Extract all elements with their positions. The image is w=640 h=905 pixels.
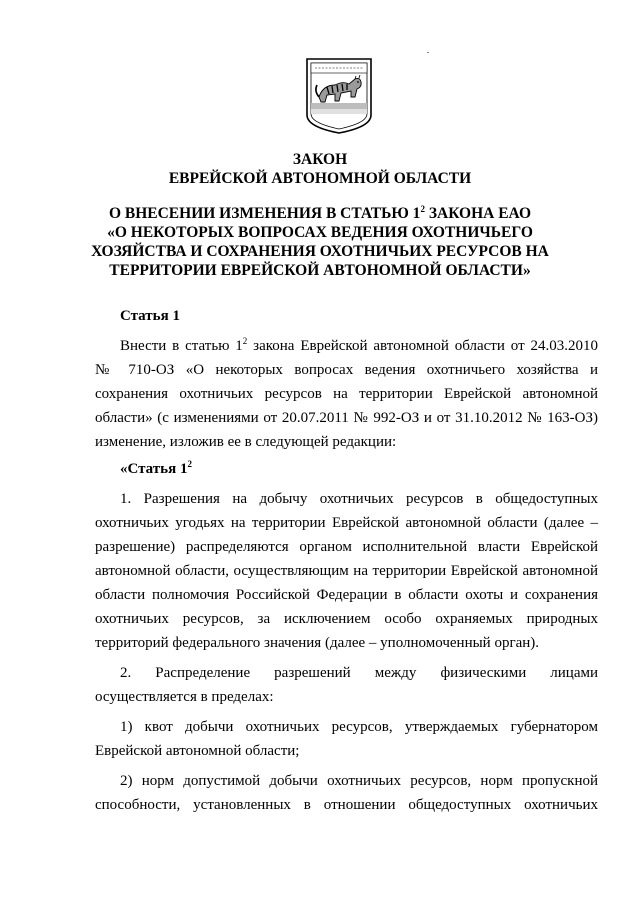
paragraph-2: 2. Распределение разрешений между физическими лицами осуществляется в пределах: bbox=[95, 665, 598, 705]
article-1-heading: Статья 1 bbox=[120, 308, 180, 324]
subtitle-line-2: «О НЕКОТОРЫХ ВОПРОСАХ ВЕДЕНИЯ ОХОТНИЧЬЕГО bbox=[107, 224, 533, 241]
article-1-intro: Внести в статью $1^2$ закона Еврейской автономной области от 24.03.2010 № 710-ОЗ «О некоторых вопросах ведения охотничьего хозяйства и сохранения охотничьих ресурсов на территории Еврейской автономной области» (с изменениями от 20.07.2011 № 992-ОЗ и от 31.10.2012 № 163-ОЗ) изменение, изложив ее в следующей редакции: bbox=[95, 336, 599, 450]
coat-of-arms-emblem bbox=[305, 57, 373, 135]
scan-speck bbox=[427, 52, 429, 53]
paragraph-1: 1. Разрешения на добычу охотничьих ресурсов в общедоступных охотничьих угодьях на территории Еврейской автономной области (далее – разрешение) распределяются органом исполнительной власти Еврейской автономной области, осуществляющим на территории Еврейской автономной области полномочия Российской Федерации в области охоты и сохранения охотничьих ресурсов, за исключением особо охраняемых природных территорий федерального значения (далее – уполномоченный орган). bbox=[95, 491, 598, 651]
law-subtitle bbox=[60, 204, 580, 280]
paragraph-4: 2) норм допустимой добычи охотничьих ресурсов, норм пропускной способности, установленных в отношении общедоступных охотничьих bbox=[95, 773, 598, 813]
paragraph-3: 1) квот добычи охотничьих ресурсов, утверждаемых губернатором Еврейской автономной области; bbox=[95, 719, 598, 759]
quoted-article-heading: «Статья $1^2$ bbox=[120, 459, 192, 477]
region-name: ЕВРЕЙСКОЙ АВТОНОМНОЙ ОБЛАСТИ bbox=[168, 170, 472, 187]
subtitle-line-4: ТЕРРИТОРИИ ЕВРЕЙСКОЙ АВТОНОМНОЙ ОБЛАСТИ» bbox=[109, 262, 531, 279]
subtitle-line-3: ХОЗЯЙСТВА И СОХРАНЕНИЯ ОХОТНИЧЬИХ РЕСУРСОВ НА bbox=[91, 243, 549, 260]
document-body bbox=[95, 304, 598, 817]
subtitle-line-1: О ВНЕСЕНИИ ИЗМЕНЕНИЯ В СТАТЬЮ $1^2$ ЗАКОНА ЕАО bbox=[108, 203, 532, 222]
law-label: ЗАКОН bbox=[292, 151, 348, 168]
